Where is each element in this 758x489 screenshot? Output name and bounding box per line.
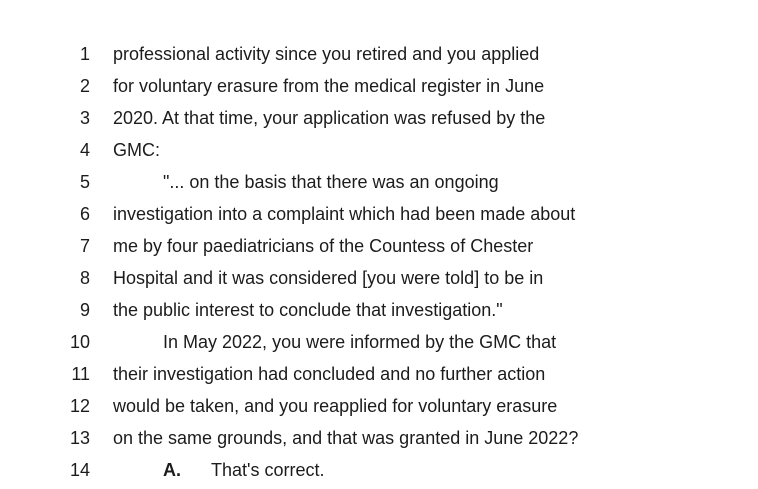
transcript-line-11 [0,363,758,393]
line-number: 11 [71,364,90,384]
line-text: Hospital and it was considered [you were told] to be in [113,268,544,288]
line-text: their investigation had concluded and no further action [113,364,546,384]
line-number: 9 [79,300,90,320]
line-text: for voluntary erasure from the medical register in June [113,76,545,96]
transcript-line-2 [0,75,758,105]
line-text: 2020. At that time, your application was refused by the [113,108,546,128]
line-number: 6 [79,204,90,224]
transcript-line-3 [0,107,758,137]
line-text: would be taken, and you reapplied for voluntary erasure [113,396,558,416]
line-text: In May 2022, you were informed by the GMC that [163,332,557,352]
transcript-line-4 [0,139,758,169]
line-text: the public interest to conclude that investigation." [113,300,503,320]
answer-text: That's correct. [211,460,325,480]
answer-label: A. [163,460,181,480]
line-number: 12 [69,396,90,416]
line-number: 14 [69,460,90,480]
line-number: 1 [79,44,90,64]
transcript-line-6 [0,203,758,233]
line-text: investigation into a complaint which had been made about [113,204,576,224]
line-number: 10 [69,332,90,352]
line-number: 7 [79,236,90,256]
line-number: 2 [79,76,90,96]
transcript-line-5 [0,171,758,201]
line-number: 5 [79,172,90,192]
transcript-line-12 [0,395,758,425]
line-text: me by four paediatricians of the Countess of Chester [113,236,534,256]
transcript-line-10 [0,331,758,361]
transcript-line-8 [0,267,758,297]
line-number: 3 [79,108,90,128]
transcript-line-7 [0,235,758,265]
line-number: 13 [69,428,90,448]
transcript-line-9 [0,299,758,329]
line-text: on the same grounds, and that was granted in June 2022? [113,428,579,448]
transcript-line-1 [0,43,758,73]
line-number: 8 [79,268,90,288]
transcript-line-13 [0,427,758,457]
line-text: professional activity since you retired and you applied [113,44,540,64]
line-number: 4 [79,140,90,160]
quoted-text: "... on the basis that there was an ongoing [163,172,499,192]
line-text: GMC: [113,140,160,160]
